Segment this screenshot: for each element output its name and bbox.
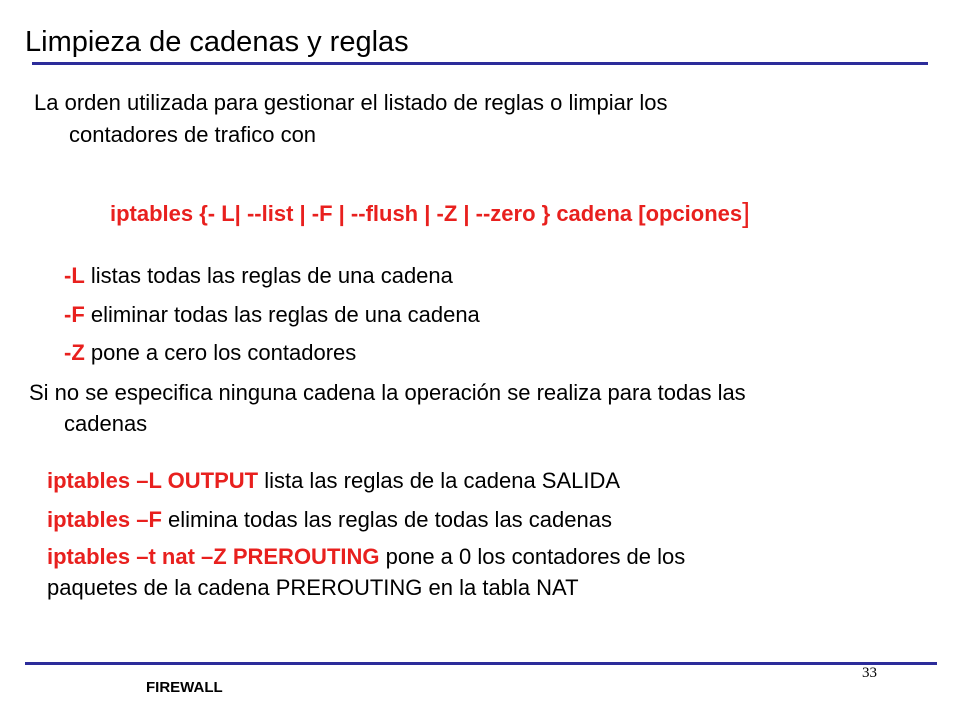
syntax-command: [110, 197, 750, 230]
note-line-2: cadenas: [64, 411, 148, 436]
example-command: iptables –t nat –Z PREROUTING: [47, 544, 380, 569]
syntax-text: iptables {- L| --list | -F | --flush | -Z | --zero } cadena [opciones: [110, 201, 743, 226]
example-command: iptables –L OUTPUT: [47, 468, 259, 493]
footer-divider: [25, 662, 937, 665]
option-list-item: [64, 338, 356, 368]
option-flag: -Z: [64, 340, 85, 365]
option-list-item: [64, 261, 453, 291]
footer-label: FIREWALL: [146, 679, 223, 696]
intro-line-2: contadores de trafico con: [69, 122, 317, 147]
example-continuation: paquetes de la cadena PREROUTING en la tabla NAT: [47, 575, 579, 600]
example-description: pone a 0 los contadores de los: [379, 544, 686, 569]
example-item: [47, 466, 620, 496]
title-divider: [32, 62, 928, 65]
option-description: pone a cero los contadores: [84, 340, 357, 365]
option-list-item: [64, 300, 480, 330]
option-description: eliminar todas las reglas de una cadena: [84, 302, 480, 327]
note-line-1: Si no se especifica ninguna cadena la operación se realiza para todas las: [29, 380, 746, 405]
example-description: elimina todas las reglas de todas las cadenas: [161, 507, 612, 532]
page-number: 33: [862, 665, 877, 681]
intro-line-1: La orden utilizada para gestionar el listado de reglas o limpiar los: [34, 90, 668, 115]
example-item: [47, 505, 612, 535]
option-description: listas todas las reglas de una cadena: [84, 263, 453, 288]
example-command: iptables –F: [47, 507, 162, 532]
example-description: lista las reglas de la cadena SALIDA: [258, 468, 621, 493]
page-title: Limpieza de cadenas y reglas: [25, 26, 409, 58]
option-flag: -L: [64, 263, 85, 288]
option-flag: -F: [64, 302, 85, 327]
example-item: [47, 542, 895, 572]
syntax-close-bracket: ]: [742, 197, 750, 228]
